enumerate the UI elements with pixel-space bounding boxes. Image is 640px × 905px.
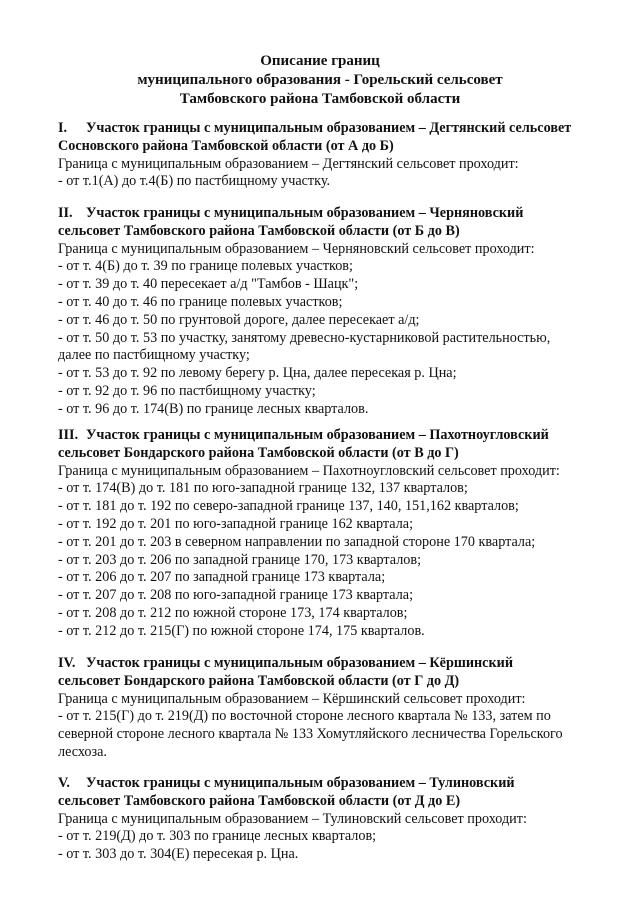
section-item: - от т. 174(В) до т. 181 по юго-западной границе 132, 137 кварталов; xyxy=(58,480,468,497)
section-item: - от т. 303 до т. 304(Е) пересекая р. Цна. xyxy=(58,846,299,863)
section-item: - от т. 219(Д) до т. 303 по границе лесных кварталов; xyxy=(58,828,377,845)
section-item: - от т. 215(Г) до т. 219(Д) по восточной стороне лесного квартала № 133, затем по xyxy=(58,708,551,725)
section-item: далее по пастбищному участку; xyxy=(58,347,250,364)
section-heading-line-2: сельсовет Тамбовского района Тамбовской области (от Б до В) xyxy=(58,222,460,239)
section-intro: Граница с муниципальным образованием – Дегтянский сельсовет проходит: xyxy=(58,155,519,172)
section-item: - от т. 53 до т. 92 по левому берегу р. Цна, далее пересекая р. Цна; xyxy=(58,365,457,382)
section-heading-line-1: Участок границы с муниципальным образованием – Черняновский xyxy=(86,205,524,221)
section-heading xyxy=(58,205,618,223)
section-heading-line-2: сельсовет Тамбовского района Тамбовской области (от Д до Е) xyxy=(58,792,461,809)
title-line-1: Описание границ xyxy=(260,53,380,69)
section-4 xyxy=(58,655,618,762)
section-2 xyxy=(58,205,618,419)
section-intro: Граница с муниципальным образованием – Черняновский сельсовет проходит: xyxy=(58,240,535,257)
section-1 xyxy=(58,120,618,191)
section-item: - от т. 203 до т. 206 по западной границе 170, 173 кварталов; xyxy=(58,551,422,568)
title-line-2: муниципального образования - Горельский сельсовет xyxy=(137,72,503,88)
section-heading xyxy=(58,427,618,445)
section-item: - от т. 181 до т. 192 по северо-западной границе 137, 140, 151,162 кварталов; xyxy=(58,498,519,515)
section-heading-line-1: Участок границы с муниципальным образованием – Пахотноугловский xyxy=(86,427,549,443)
section-item: - от т. 206 до т. 207 по западной границе 173 квартала; xyxy=(58,569,386,586)
section-heading xyxy=(58,120,618,138)
section-heading-line-2: Сосновского района Тамбовской области (от А до Б) xyxy=(58,137,394,154)
section-number: II. xyxy=(58,205,73,221)
title-line-3: Тамбовского района Тамбовской области xyxy=(179,91,461,107)
section-intro: Граница с муниципальным образованием – Тулиновский сельсовет проходит: xyxy=(58,810,527,827)
section-item: - от т. 4(Б) до т. 39 по границе полевых участков; xyxy=(58,258,353,275)
section-3 xyxy=(58,427,618,641)
section-intro: Граница с муниципальным образованием – Кёршинский сельсовет проходит: xyxy=(58,690,526,707)
section-item: - от т. 212 до т. 215(Г) по южной стороне 174, 175 кварталов. xyxy=(58,622,425,639)
section-heading-line-2: сельсовет Бондарского района Тамбовской области (от Г до Д) xyxy=(58,672,460,689)
section-number: IV. xyxy=(58,655,76,671)
section-number: V. xyxy=(58,775,70,791)
section-item: - от т. 40 до т. 46 по границе полевых участков; xyxy=(58,293,343,310)
section-heading xyxy=(58,655,618,673)
section-heading-line-1: Участок границы с муниципальным образованием – Дегтянский сельсовет xyxy=(86,120,572,136)
section-heading-line-1: Участок границы с муниципальным образованием – Кёршинский xyxy=(86,655,513,671)
section-item: - от т.1(А) до т.4(Б) по пастбищному участку. xyxy=(58,173,331,190)
section-item: - от т. 208 до т. 212 по южной стороне 173, 174 кварталов; xyxy=(58,604,408,621)
section-heading-line-1: Участок границы с муниципальным образованием – Тулиновский xyxy=(86,775,515,791)
section-item: - от т. 92 до т. 96 по пастбищному участку; xyxy=(58,382,316,399)
section-heading xyxy=(58,775,618,793)
section-number: I. xyxy=(58,120,68,136)
section-item: - от т. 207 до т. 208 по юго-западной границе 173 квартала; xyxy=(58,587,414,604)
section-item: лесхоза. xyxy=(58,743,107,760)
section-5 xyxy=(58,775,618,864)
section-item: - от т. 96 до т. 174(В) по границе лесных кварталов. xyxy=(58,400,369,417)
document-title xyxy=(0,52,640,109)
section-item: северной стороне лесного квартала № 133 Хомутляйского лесничества Горельского xyxy=(58,726,563,743)
section-intro: Граница с муниципальным образованием – Пахотноугловский сельсовет проходит: xyxy=(58,462,560,479)
section-item: - от т. 39 до т. 40 пересекает а/д "Тамбов - Шацк"; xyxy=(58,276,359,293)
section-item: - от т. 50 до т. 53 по участку, занятому древесно-кустарниковой растительностью, xyxy=(58,329,551,346)
section-heading-line-2: сельсовет Бондарского района Тамбовской области (от В до Г) xyxy=(58,444,459,461)
section-item: - от т. 192 до т. 201 по юго-западной границе 162 квартала; xyxy=(58,515,414,532)
section-item: - от т. 46 до т. 50 по грунтовой дороге, далее пересекает а/д; xyxy=(58,311,420,328)
section-number: III. xyxy=(58,427,79,443)
section-item: - от т. 201 до т. 203 в северном направлении по западной стороне 170 квартала; xyxy=(58,533,536,550)
